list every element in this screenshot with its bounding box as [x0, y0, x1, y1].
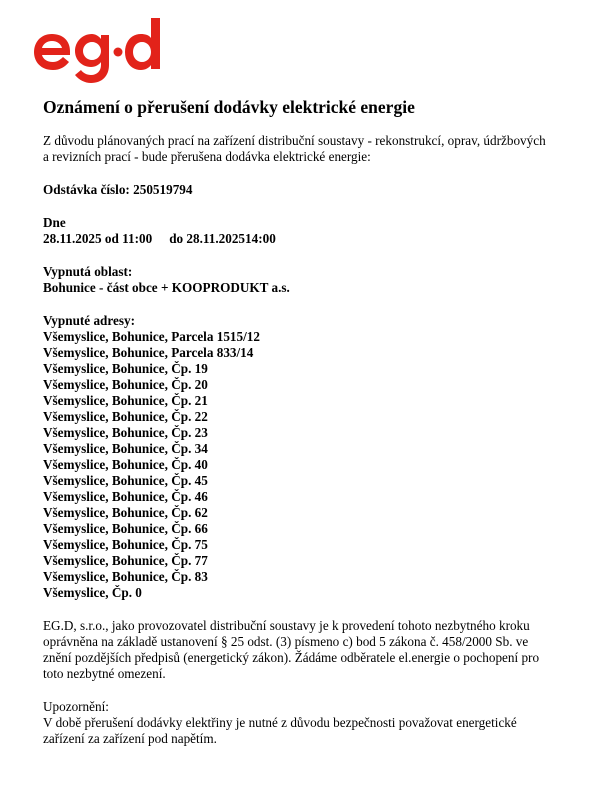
outage-number — [43, 182, 553, 198]
area-label: Vypnutá oblast: — [43, 264, 133, 279]
page-title: Oznámení o přerušení dodávky elektrické energie — [43, 97, 415, 117]
addresses-label: Vypnuté adresy: — [43, 313, 135, 328]
address-item: Všemyslice, Bohunice, Parcela 833/14 — [43, 345, 254, 360]
outage-addresses — [43, 313, 553, 601]
date-from: 28.11.2025 od 11:00 — [43, 231, 153, 246]
warning-text: V době přerušení dodávky elektřiny je nutné z důvodu bezpečnosti považovat energetické zařízení za zařízení pod napětím. — [43, 715, 517, 746]
date-to: do 28.11.202514:00 — [169, 231, 276, 246]
address-item: Všemyslice, Bohunice, Čp. 62 — [43, 505, 208, 520]
warning-block — [43, 699, 553, 747]
address-item: Všemyslice, Bohunice, Čp. 66 — [43, 521, 208, 536]
logo-letter-e — [34, 34, 70, 70]
notice-content — [43, 96, 553, 747]
address-item: Všemyslice, Bohunice, Čp. 20 — [43, 377, 208, 392]
outage-area — [43, 264, 553, 296]
logo-letter-d — [125, 18, 160, 70]
logo-dot — [114, 48, 123, 57]
address-item: Všemyslice, Bohunice, Čp. 21 — [43, 393, 208, 408]
warning-label: Upozornění: — [43, 699, 109, 714]
address-item: Všemyslice, Bohunice, Parcela 1515/12 — [43, 329, 260, 344]
address-item: Všemyslice, Bohunice, Čp. 77 — [43, 553, 208, 568]
address-item: Všemyslice, Bohunice, Čp. 45 — [43, 473, 208, 488]
legal-text: EG.D, s.r.o., jako provozovatel distribuční soustavy je k provedení tohoto nezbytného kroku oprávněna na základě ustanovení § 25 odst. (3) písmeno c) bod 5 zákona č. 458/2000 Sb. ve znění pozdějších předpisů (energetický zákon). Žádáme odběratele el.energie o pochopení pro toto nezbytné omezení. — [43, 618, 540, 681]
address-item: Všemyslice, Bohunice, Čp. 83 — [43, 569, 208, 584]
address-item: Všemyslice, Bohunice, Čp. 19 — [43, 361, 208, 376]
outage-date — [43, 215, 553, 247]
intro-text: Z důvodu plánovaných prací na zařízení distribuční soustavy - rekonstrukcí, oprav, údržbových a revizních prací - bude přerušena dodávka elektrické energie: — [43, 133, 546, 164]
address-item: Všemyslice, Bohunice, Čp. 34 — [43, 441, 208, 456]
address-item: Všemyslice, Bohunice, Čp. 75 — [43, 537, 208, 552]
address-item: Všemyslice, Bohunice, Čp. 22 — [43, 409, 208, 424]
address-item: Všemyslice, Čp. 0 — [43, 585, 142, 600]
area-value: Bohunice - část obce + KOOPRODUKT a.s. — [43, 280, 290, 295]
outage-number-label: Odstávka číslo: — [43, 182, 130, 197]
outage-number-value: 250519794 — [133, 182, 193, 197]
egd-logo — [34, 14, 160, 84]
address-list — [43, 329, 553, 601]
address-item: Všemyslice, Bohunice, Čp. 46 — [43, 489, 208, 504]
egd-logo-mark — [34, 18, 160, 83]
address-item: Všemyslice, Bohunice, Čp. 40 — [43, 457, 208, 472]
logo-letter-g — [75, 34, 109, 83]
date-label: Dne — [43, 215, 66, 230]
address-item: Všemyslice, Bohunice, Čp. 23 — [43, 425, 208, 440]
